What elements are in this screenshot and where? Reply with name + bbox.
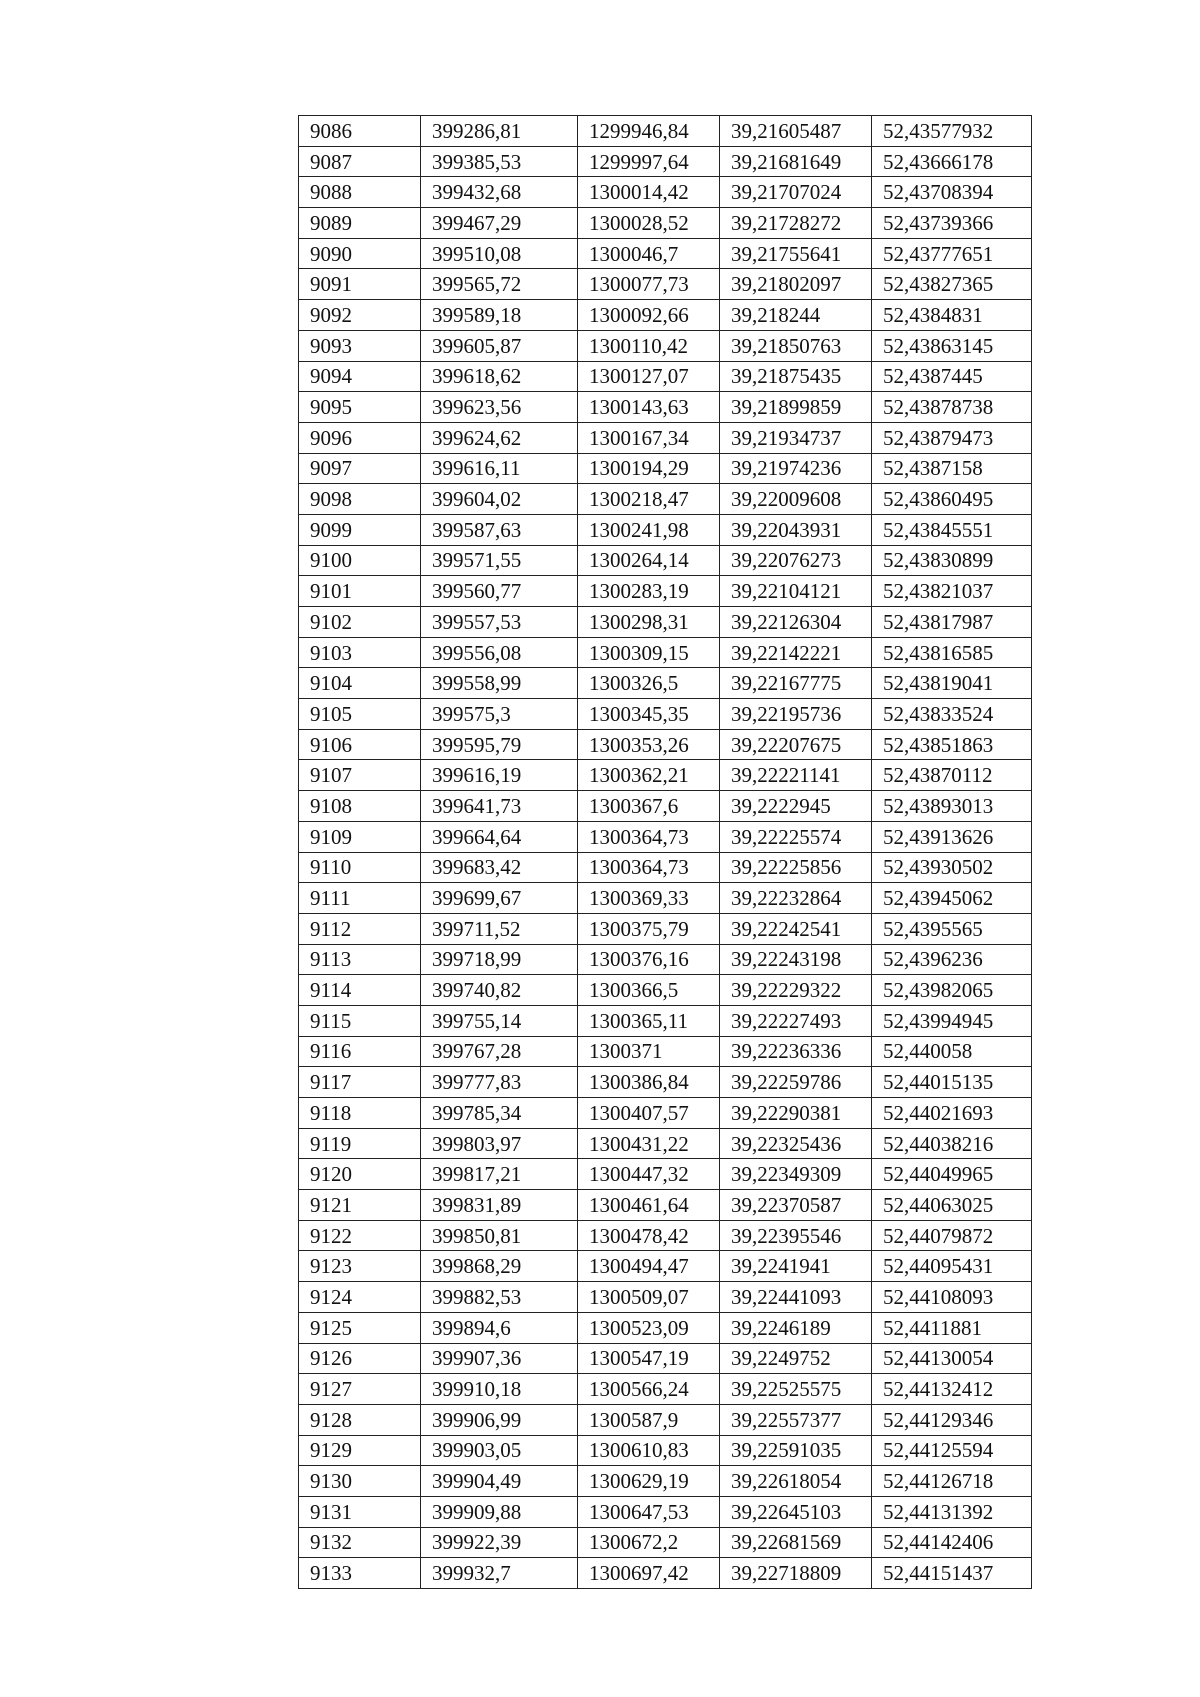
- latitude-cell: 52,4384831: [872, 300, 1032, 331]
- table-row: [299, 300, 1032, 331]
- y-coordinate-cell: 1300375,79: [578, 913, 720, 944]
- x-coordinate-cell: 399817,21: [421, 1159, 578, 1190]
- x-coordinate-cell: 399850,81: [421, 1220, 578, 1251]
- x-coordinate-cell: 399571,55: [421, 545, 578, 576]
- point-number-cell: 9123: [299, 1251, 421, 1282]
- x-coordinate-cell: 399560,77: [421, 576, 578, 607]
- x-coordinate-cell: 399558,99: [421, 668, 578, 699]
- y-coordinate-cell: 1300494,47: [578, 1251, 720, 1282]
- x-coordinate-cell: 399556,08: [421, 637, 578, 668]
- table-row: [299, 1466, 1032, 1497]
- latitude-cell: 52,44095431: [872, 1251, 1032, 1282]
- longitude-cell: 39,21850763: [720, 330, 872, 361]
- x-coordinate-cell: 399718,99: [421, 944, 578, 975]
- table-row: [299, 392, 1032, 423]
- y-coordinate-cell: 1300362,21: [578, 760, 720, 791]
- point-number-cell: 9120: [299, 1159, 421, 1190]
- point-number-cell: 9096: [299, 422, 421, 453]
- y-coordinate-cell: 1300241,98: [578, 514, 720, 545]
- longitude-cell: 39,21875435: [720, 361, 872, 392]
- longitude-cell: 39,21755641: [720, 238, 872, 269]
- latitude-cell: 52,43893013: [872, 791, 1032, 822]
- latitude-cell: 52,44049965: [872, 1159, 1032, 1190]
- table-row: [299, 821, 1032, 852]
- x-coordinate-cell: 399618,62: [421, 361, 578, 392]
- table-row: [299, 545, 1032, 576]
- point-number-cell: 9089: [299, 208, 421, 239]
- latitude-cell: 52,43739366: [872, 208, 1032, 239]
- point-number-cell: 9109: [299, 821, 421, 852]
- x-coordinate-cell: 399803,97: [421, 1128, 578, 1159]
- latitude-cell: 52,43821037: [872, 576, 1032, 607]
- x-coordinate-cell: 399767,28: [421, 1036, 578, 1067]
- latitude-cell: 52,44015135: [872, 1067, 1032, 1098]
- table-row: [299, 1312, 1032, 1343]
- latitude-cell: 52,44038216: [872, 1128, 1032, 1159]
- x-coordinate-cell: 399868,29: [421, 1251, 578, 1282]
- point-number-cell: 9086: [299, 116, 421, 147]
- longitude-cell: 39,22236336: [720, 1036, 872, 1067]
- point-number-cell: 9113: [299, 944, 421, 975]
- point-number-cell: 9105: [299, 699, 421, 730]
- latitude-cell: 52,44063025: [872, 1190, 1032, 1221]
- point-number-cell: 9108: [299, 791, 421, 822]
- y-coordinate-cell: 1300353,26: [578, 729, 720, 760]
- table-row: [299, 852, 1032, 883]
- latitude-cell: 52,43913626: [872, 821, 1032, 852]
- table-row: [299, 1067, 1032, 1098]
- table-row: [299, 1435, 1032, 1466]
- y-coordinate-cell: 1300369,33: [578, 883, 720, 914]
- y-coordinate-cell: 1300028,52: [578, 208, 720, 239]
- x-coordinate-cell: 399589,18: [421, 300, 578, 331]
- longitude-cell: 39,22325436: [720, 1128, 872, 1159]
- table-row: [299, 422, 1032, 453]
- table-row: [299, 913, 1032, 944]
- y-coordinate-cell: 1300283,19: [578, 576, 720, 607]
- longitude-cell: 39,218244: [720, 300, 872, 331]
- longitude-cell: 39,21728272: [720, 208, 872, 239]
- latitude-cell: 52,43817987: [872, 607, 1032, 638]
- point-number-cell: 9101: [299, 576, 421, 607]
- x-coordinate-cell: 399623,56: [421, 392, 578, 423]
- y-coordinate-cell: 1300566,24: [578, 1374, 720, 1405]
- latitude-cell: 52,4387445: [872, 361, 1032, 392]
- y-coordinate-cell: 1300672,2: [578, 1527, 720, 1558]
- longitude-cell: 39,22290381: [720, 1098, 872, 1129]
- table-row: [299, 1374, 1032, 1405]
- x-coordinate-cell: 399785,34: [421, 1098, 578, 1129]
- latitude-cell: 52,43816585: [872, 637, 1032, 668]
- point-number-cell: 9125: [299, 1312, 421, 1343]
- point-number-cell: 9099: [299, 514, 421, 545]
- y-coordinate-cell: 1300298,31: [578, 607, 720, 638]
- latitude-cell: 52,44129346: [872, 1404, 1032, 1435]
- x-coordinate-cell: 399906,99: [421, 1404, 578, 1435]
- y-coordinate-cell: 1300547,19: [578, 1343, 720, 1374]
- longitude-cell: 39,22441093: [720, 1282, 872, 1313]
- longitude-cell: 39,22681569: [720, 1527, 872, 1558]
- latitude-cell: 52,44079872: [872, 1220, 1032, 1251]
- longitude-cell: 39,22221141: [720, 760, 872, 791]
- latitude-cell: 52,43945062: [872, 883, 1032, 914]
- x-coordinate-cell: 399641,73: [421, 791, 578, 822]
- y-coordinate-cell: 1300309,15: [578, 637, 720, 668]
- table-row: [299, 238, 1032, 269]
- x-coordinate-cell: 399683,42: [421, 852, 578, 883]
- longitude-cell: 39,22043931: [720, 514, 872, 545]
- longitude-cell: 39,22349309: [720, 1159, 872, 1190]
- point-number-cell: 9124: [299, 1282, 421, 1313]
- table-row: [299, 699, 1032, 730]
- longitude-cell: 39,22207675: [720, 729, 872, 760]
- latitude-cell: 52,43879473: [872, 422, 1032, 453]
- y-coordinate-cell: 1300167,34: [578, 422, 720, 453]
- longitude-cell: 39,21934737: [720, 422, 872, 453]
- point-number-cell: 9131: [299, 1496, 421, 1527]
- y-coordinate-cell: 1299946,84: [578, 116, 720, 147]
- coordinates-table: [298, 115, 1032, 1589]
- table-row: [299, 1098, 1032, 1129]
- table-row: [299, 1159, 1032, 1190]
- table-row: [299, 1036, 1032, 1067]
- longitude-cell: 39,22195736: [720, 699, 872, 730]
- x-coordinate-cell: 399467,29: [421, 208, 578, 239]
- y-coordinate-cell: 1300509,07: [578, 1282, 720, 1313]
- y-coordinate-cell: 1300587,9: [578, 1404, 720, 1435]
- point-number-cell: 9112: [299, 913, 421, 944]
- y-coordinate-cell: 1300371: [578, 1036, 720, 1067]
- latitude-cell: 52,43860495: [872, 484, 1032, 515]
- latitude-cell: 52,43708394: [872, 177, 1032, 208]
- longitude-cell: 39,2222945: [720, 791, 872, 822]
- y-coordinate-cell: 1300046,7: [578, 238, 720, 269]
- point-number-cell: 9111: [299, 883, 421, 914]
- y-coordinate-cell: 1300367,6: [578, 791, 720, 822]
- point-number-cell: 9093: [299, 330, 421, 361]
- latitude-cell: 52,43827365: [872, 269, 1032, 300]
- x-coordinate-cell: 399909,88: [421, 1496, 578, 1527]
- y-coordinate-cell: 1300264,14: [578, 545, 720, 576]
- y-coordinate-cell: 1300629,19: [578, 1466, 720, 1497]
- table-row: [299, 1005, 1032, 1036]
- y-coordinate-cell: 1300697,42: [578, 1558, 720, 1589]
- x-coordinate-cell: 399604,02: [421, 484, 578, 515]
- table-row: [299, 1220, 1032, 1251]
- latitude-cell: 52,4395565: [872, 913, 1032, 944]
- longitude-cell: 39,22591035: [720, 1435, 872, 1466]
- x-coordinate-cell: 399910,18: [421, 1374, 578, 1405]
- point-number-cell: 9115: [299, 1005, 421, 1036]
- y-coordinate-cell: 1300386,84: [578, 1067, 720, 1098]
- longitude-cell: 39,22225856: [720, 852, 872, 883]
- table-row: [299, 944, 1032, 975]
- point-number-cell: 9121: [299, 1190, 421, 1221]
- point-number-cell: 9092: [299, 300, 421, 331]
- table-row: [299, 883, 1032, 914]
- table-row: [299, 1190, 1032, 1221]
- latitude-cell: 52,43930502: [872, 852, 1032, 883]
- table-row: [299, 975, 1032, 1006]
- y-coordinate-cell: 1300431,22: [578, 1128, 720, 1159]
- table-row: [299, 1404, 1032, 1435]
- y-coordinate-cell: 1300194,29: [578, 453, 720, 484]
- table-row: [299, 1251, 1032, 1282]
- table-row: [299, 668, 1032, 699]
- point-number-cell: 9128: [299, 1404, 421, 1435]
- longitude-cell: 39,22645103: [720, 1496, 872, 1527]
- x-coordinate-cell: 399904,49: [421, 1466, 578, 1497]
- point-number-cell: 9116: [299, 1036, 421, 1067]
- x-coordinate-cell: 399894,6: [421, 1312, 578, 1343]
- y-coordinate-cell: 1300364,73: [578, 821, 720, 852]
- latitude-cell: 52,43878738: [872, 392, 1032, 423]
- longitude-cell: 39,22242541: [720, 913, 872, 944]
- x-coordinate-cell: 399699,67: [421, 883, 578, 914]
- table-row: [299, 116, 1032, 147]
- y-coordinate-cell: 1300127,07: [578, 361, 720, 392]
- table-row: [299, 1558, 1032, 1589]
- longitude-cell: 39,2249752: [720, 1343, 872, 1374]
- table-row: [299, 1282, 1032, 1313]
- latitude-cell: 52,4396236: [872, 944, 1032, 975]
- x-coordinate-cell: 399755,14: [421, 1005, 578, 1036]
- point-number-cell: 9132: [299, 1527, 421, 1558]
- y-coordinate-cell: 1300364,73: [578, 852, 720, 883]
- longitude-cell: 39,21899859: [720, 392, 872, 423]
- longitude-cell: 39,22232864: [720, 883, 872, 914]
- y-coordinate-cell: 1300014,42: [578, 177, 720, 208]
- longitude-cell: 39,22557377: [720, 1404, 872, 1435]
- table-row: [299, 1496, 1032, 1527]
- x-coordinate-cell: 399286,81: [421, 116, 578, 147]
- latitude-cell: 52,44130054: [872, 1343, 1032, 1374]
- longitude-cell: 39,21681649: [720, 146, 872, 177]
- x-coordinate-cell: 399882,53: [421, 1282, 578, 1313]
- point-number-cell: 9094: [299, 361, 421, 392]
- latitude-cell: 52,44021693: [872, 1098, 1032, 1129]
- longitude-cell: 39,22395546: [720, 1220, 872, 1251]
- point-number-cell: 9104: [299, 668, 421, 699]
- y-coordinate-cell: 1300077,73: [578, 269, 720, 300]
- x-coordinate-cell: 399624,62: [421, 422, 578, 453]
- latitude-cell: 52,43830899: [872, 545, 1032, 576]
- latitude-cell: 52,4387158: [872, 453, 1032, 484]
- point-number-cell: 9100: [299, 545, 421, 576]
- point-number-cell: 9091: [299, 269, 421, 300]
- table-row: [299, 453, 1032, 484]
- longitude-cell: 39,21802097: [720, 269, 872, 300]
- x-coordinate-cell: 399922,39: [421, 1527, 578, 1558]
- point-number-cell: 9088: [299, 177, 421, 208]
- latitude-cell: 52,43851863: [872, 729, 1032, 760]
- point-number-cell: 9098: [299, 484, 421, 515]
- longitude-cell: 39,22225574: [720, 821, 872, 852]
- point-number-cell: 9130: [299, 1466, 421, 1497]
- longitude-cell: 39,22126304: [720, 607, 872, 638]
- table-row: [299, 1343, 1032, 1374]
- longitude-cell: 39,22229322: [720, 975, 872, 1006]
- y-coordinate-cell: 1300143,63: [578, 392, 720, 423]
- x-coordinate-cell: 399595,79: [421, 729, 578, 760]
- y-coordinate-cell: 1300610,83: [578, 1435, 720, 1466]
- latitude-cell: 52,43994945: [872, 1005, 1032, 1036]
- latitude-cell: 52,43577932: [872, 116, 1032, 147]
- y-coordinate-cell: 1300218,47: [578, 484, 720, 515]
- latitude-cell: 52,43863145: [872, 330, 1032, 361]
- longitude-cell: 39,22167775: [720, 668, 872, 699]
- y-coordinate-cell: 1300376,16: [578, 944, 720, 975]
- latitude-cell: 52,44131392: [872, 1496, 1032, 1527]
- x-coordinate-cell: 399907,36: [421, 1343, 578, 1374]
- y-coordinate-cell: 1300647,53: [578, 1496, 720, 1527]
- longitude-cell: 39,22370587: [720, 1190, 872, 1221]
- latitude-cell: 52,43845551: [872, 514, 1032, 545]
- point-number-cell: 9106: [299, 729, 421, 760]
- point-number-cell: 9097: [299, 453, 421, 484]
- table-row: [299, 330, 1032, 361]
- table-row: [299, 269, 1032, 300]
- point-number-cell: 9110: [299, 852, 421, 883]
- x-coordinate-cell: 399616,19: [421, 760, 578, 791]
- x-coordinate-cell: 399711,52: [421, 913, 578, 944]
- table-row: [299, 514, 1032, 545]
- longitude-cell: 39,22076273: [720, 545, 872, 576]
- longitude-cell: 39,22618054: [720, 1466, 872, 1497]
- x-coordinate-cell: 399510,08: [421, 238, 578, 269]
- point-number-cell: 9114: [299, 975, 421, 1006]
- x-coordinate-cell: 399831,89: [421, 1190, 578, 1221]
- table-row: [299, 484, 1032, 515]
- table-row: [299, 146, 1032, 177]
- x-coordinate-cell: 399664,64: [421, 821, 578, 852]
- longitude-cell: 39,2246189: [720, 1312, 872, 1343]
- x-coordinate-cell: 399385,53: [421, 146, 578, 177]
- longitude-cell: 39,21707024: [720, 177, 872, 208]
- longitude-cell: 39,22525575: [720, 1374, 872, 1405]
- point-number-cell: 9102: [299, 607, 421, 638]
- table-row: [299, 791, 1032, 822]
- latitude-cell: 52,43870112: [872, 760, 1032, 791]
- point-number-cell: 9117: [299, 1067, 421, 1098]
- longitude-cell: 39,22142221: [720, 637, 872, 668]
- latitude-cell: 52,43819041: [872, 668, 1032, 699]
- y-coordinate-cell: 1300523,09: [578, 1312, 720, 1343]
- point-number-cell: 9087: [299, 146, 421, 177]
- y-coordinate-cell: 1300461,64: [578, 1190, 720, 1221]
- longitude-cell: 39,22718809: [720, 1558, 872, 1589]
- point-number-cell: 9122: [299, 1220, 421, 1251]
- latitude-cell: 52,43982065: [872, 975, 1032, 1006]
- y-coordinate-cell: 1300326,5: [578, 668, 720, 699]
- y-coordinate-cell: 1300345,35: [578, 699, 720, 730]
- point-number-cell: 9129: [299, 1435, 421, 1466]
- y-coordinate-cell: 1300447,32: [578, 1159, 720, 1190]
- latitude-cell: 52,43777651: [872, 238, 1032, 269]
- x-coordinate-cell: 399777,83: [421, 1067, 578, 1098]
- table-row: [299, 576, 1032, 607]
- point-number-cell: 9126: [299, 1343, 421, 1374]
- latitude-cell: 52,44125594: [872, 1435, 1032, 1466]
- point-number-cell: 9127: [299, 1374, 421, 1405]
- point-number-cell: 9107: [299, 760, 421, 791]
- point-number-cell: 9133: [299, 1558, 421, 1589]
- table-row: [299, 177, 1032, 208]
- latitude-cell: 52,44108093: [872, 1282, 1032, 1313]
- y-coordinate-cell: 1299997,64: [578, 146, 720, 177]
- y-coordinate-cell: 1300365,11: [578, 1005, 720, 1036]
- latitude-cell: 52,44151437: [872, 1558, 1032, 1589]
- table-row: [299, 1527, 1032, 1558]
- latitude-cell: 52,43666178: [872, 146, 1032, 177]
- x-coordinate-cell: 399932,7: [421, 1558, 578, 1589]
- y-coordinate-cell: 1300366,5: [578, 975, 720, 1006]
- latitude-cell: 52,43833524: [872, 699, 1032, 730]
- y-coordinate-cell: 1300478,42: [578, 1220, 720, 1251]
- longitude-cell: 39,22227493: [720, 1005, 872, 1036]
- longitude-cell: 39,22104121: [720, 576, 872, 607]
- table-row: [299, 760, 1032, 791]
- latitude-cell: 52,440058: [872, 1036, 1032, 1067]
- latitude-cell: 52,44142406: [872, 1527, 1032, 1558]
- y-coordinate-cell: 1300110,42: [578, 330, 720, 361]
- table-row: [299, 1128, 1032, 1159]
- x-coordinate-cell: 399616,11: [421, 453, 578, 484]
- longitude-cell: 39,22259786: [720, 1067, 872, 1098]
- table-row: [299, 729, 1032, 760]
- x-coordinate-cell: 399903,05: [421, 1435, 578, 1466]
- point-number-cell: 9090: [299, 238, 421, 269]
- latitude-cell: 52,44126718: [872, 1466, 1032, 1497]
- table-row: [299, 361, 1032, 392]
- table-body: [299, 116, 1032, 1589]
- latitude-cell: 52,4411881: [872, 1312, 1032, 1343]
- x-coordinate-cell: 399575,3: [421, 699, 578, 730]
- longitude-cell: 39,22009608: [720, 484, 872, 515]
- x-coordinate-cell: 399587,63: [421, 514, 578, 545]
- y-coordinate-cell: 1300092,66: [578, 300, 720, 331]
- x-coordinate-cell: 399605,87: [421, 330, 578, 361]
- table-row: [299, 208, 1032, 239]
- table-row: [299, 637, 1032, 668]
- table-row: [299, 607, 1032, 638]
- x-coordinate-cell: 399740,82: [421, 975, 578, 1006]
- longitude-cell: 39,2241941: [720, 1251, 872, 1282]
- longitude-cell: 39,21974236: [720, 453, 872, 484]
- point-number-cell: 9103: [299, 637, 421, 668]
- latitude-cell: 52,44132412: [872, 1374, 1032, 1405]
- x-coordinate-cell: 399557,53: [421, 607, 578, 638]
- longitude-cell: 39,21605487: [720, 116, 872, 147]
- point-number-cell: 9118: [299, 1098, 421, 1129]
- x-coordinate-cell: 399565,72: [421, 269, 578, 300]
- point-number-cell: 9095: [299, 392, 421, 423]
- x-coordinate-cell: 399432,68: [421, 177, 578, 208]
- y-coordinate-cell: 1300407,57: [578, 1098, 720, 1129]
- point-number-cell: 9119: [299, 1128, 421, 1159]
- longitude-cell: 39,22243198: [720, 944, 872, 975]
